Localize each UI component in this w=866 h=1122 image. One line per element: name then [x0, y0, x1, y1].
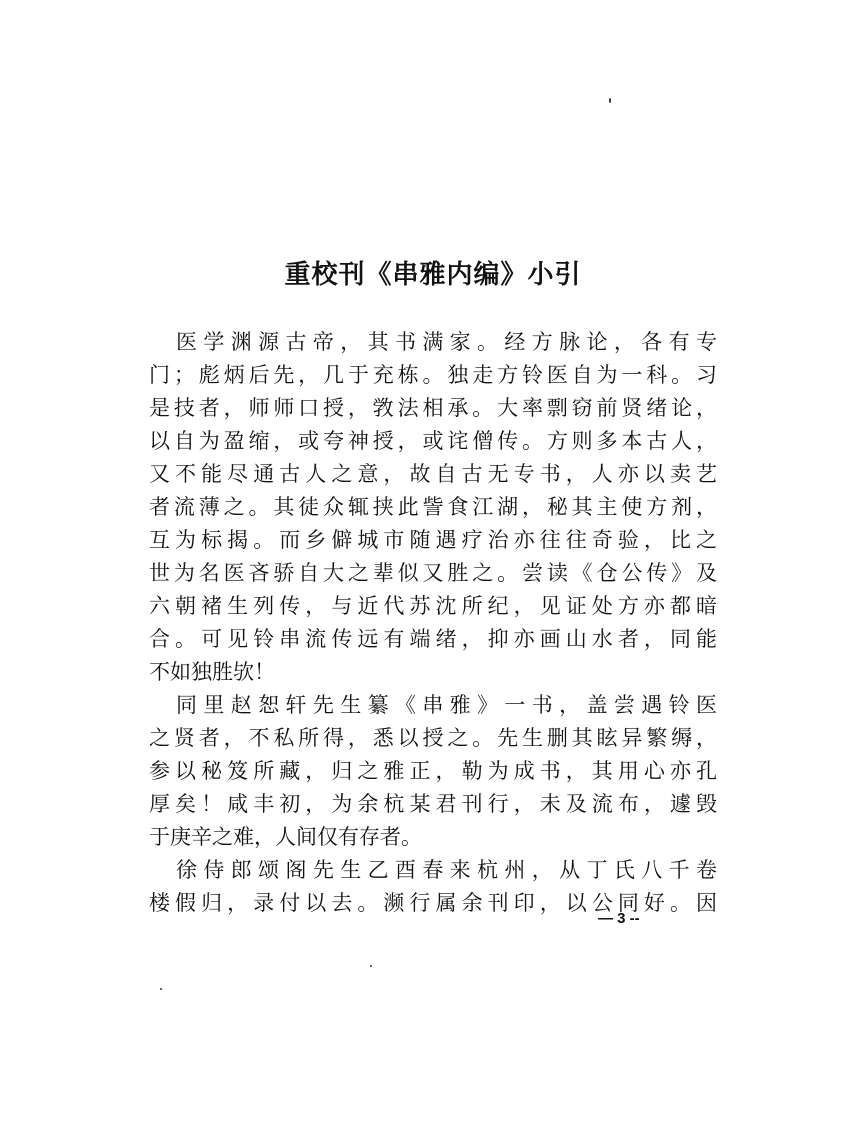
text-line: 之贤者，不私所得，悉以授之。先生删其眩异繁缛， [149, 726, 717, 750]
text-line: 同里赵恕轩先生纂《串雅》一书，盖尝遇铃医 [176, 693, 717, 717]
text-line: 于庚辛之难，人间仅有存者。 [149, 825, 422, 849]
text-line: 门；彪炳后先，几于充栋。独走方铃医自为一科。习 [149, 363, 717, 387]
text-line: 厚矣！咸丰初，为余杭某君刊行，未及流布，遽毁 [149, 792, 717, 816]
text-line: 互为标揭。而乡僻城市随遇疗治亦往往奇验，比之 [149, 528, 717, 552]
scan-speck [370, 965, 372, 967]
text-line: 合。可见铃串流传远有端绪，抑亦画山水者，同能 [149, 627, 717, 651]
scan-speck [609, 98, 611, 103]
text-line: 徐侍郎颂阁先生乙酉春来杭州，从丁氏八千卷 [176, 858, 717, 882]
page-title: 重校刊《串雅内编》小引 [284, 260, 582, 290]
text-line: 不如独胜欤！ [149, 660, 275, 684]
text-line: 楼假归，录付以去。濒行属余刊印，以公同好。因 [149, 891, 717, 915]
text-line: 又不能尽通古人之意，故自古无专书，人亦以卖艺 [149, 462, 717, 486]
text-line: 以自为盈缩，或夸神授，或诧僧传。方则多本古人， [149, 429, 717, 453]
text-line: 是技者，师师口授，敩法相承。大率剽窃前贤绪论， [149, 396, 717, 420]
text-line: 参以秘笈所藏，归之雅正，勒为成书，其用心亦孔 [149, 759, 717, 783]
text-line: 者流薄之。其徒众辄挟此訾食江湖，秘其主使方剂， [149, 495, 717, 519]
page-number: — 3 -- [598, 910, 640, 927]
text-line: 六朝褚生列传，与近代苏沈所纪，见证处方亦都暗 [149, 594, 717, 618]
text-line: 世为名医吝骄自大之辈似又胜之。尝读《仓公传》及 [149, 561, 717, 585]
scan-speck [160, 988, 162, 990]
text-line: 医学渊源古帝，其书满家。经方脉论，各有专 [176, 330, 717, 354]
